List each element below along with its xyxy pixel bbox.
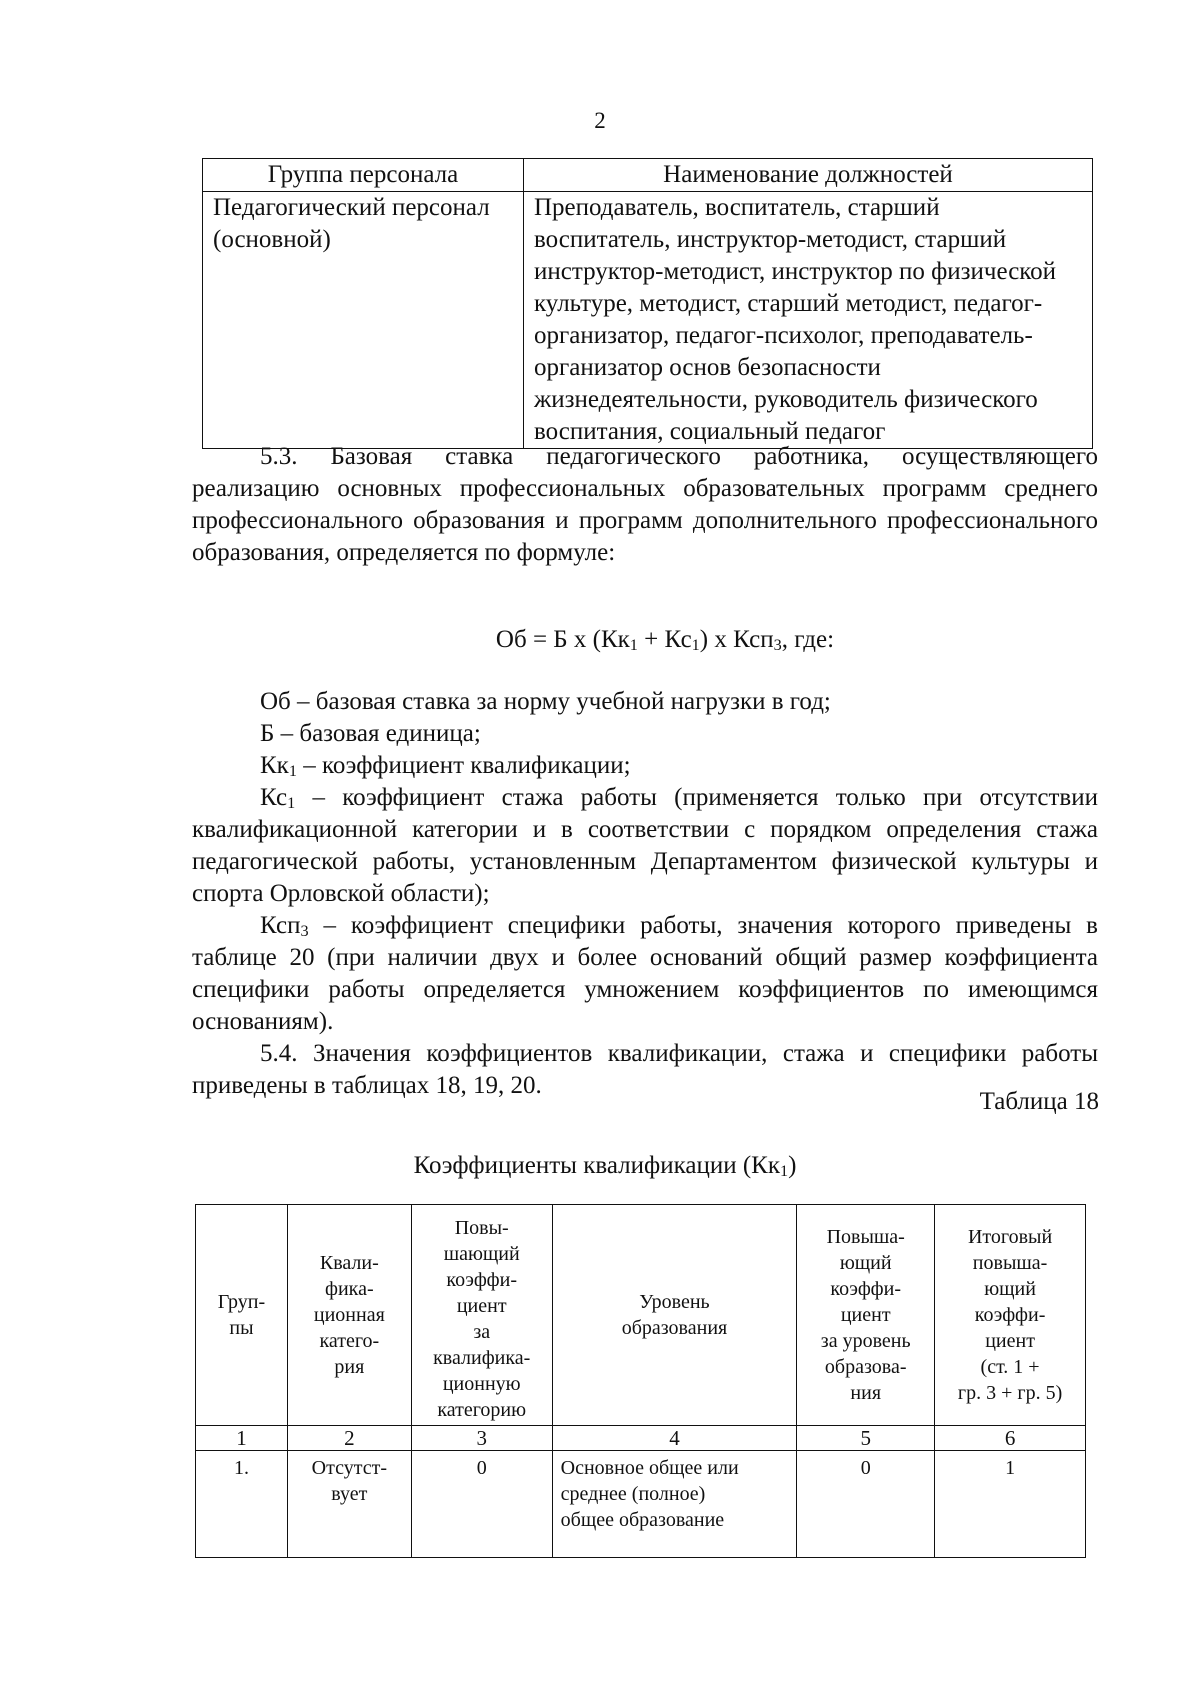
section-5-3-block bbox=[192, 441, 1098, 569]
definition-subscript: 3 bbox=[300, 922, 309, 940]
definition-text: – базовая единица; bbox=[274, 720, 481, 747]
table-title-subscript: 1 bbox=[779, 1162, 789, 1180]
definition-term: Кк bbox=[260, 752, 289, 779]
definition-item bbox=[192, 750, 1098, 782]
table-title-close: ) bbox=[788, 1152, 797, 1179]
definition-item bbox=[192, 718, 1098, 750]
definition-term: Об bbox=[260, 688, 291, 715]
column-number: 2 bbox=[287, 1426, 411, 1451]
base-rate-formula bbox=[0, 626, 1200, 654]
header-education-level: Уровень образования bbox=[552, 1205, 797, 1426]
header-staff-group: Группа персонала bbox=[203, 159, 524, 192]
header-qualification-category: Квали- фика- ционная катего- рия bbox=[287, 1205, 411, 1426]
definition-term: Кс bbox=[260, 784, 288, 811]
cell-category-coefficient: 0 bbox=[411, 1451, 552, 1558]
header-total-coefficient: Итоговый повыша- ющий коэффи- циент (ст. 1 + гр. 3 + гр. 5) bbox=[935, 1205, 1086, 1426]
table-title bbox=[0, 1152, 1200, 1180]
table-label: Таблица 18 bbox=[979, 1088, 1099, 1115]
formula-subscript: 1 bbox=[691, 636, 700, 654]
column-number: 1 bbox=[196, 1426, 288, 1451]
column-number: 4 bbox=[552, 1426, 797, 1451]
definition-text: – коэффициент квалификации; bbox=[296, 752, 631, 779]
table-title-text: Коэффициенты квалификации (Кк bbox=[413, 1152, 780, 1179]
definition-item bbox=[192, 686, 1098, 718]
cell-education-coefficient: 0 bbox=[797, 1451, 935, 1558]
definition-subscript: 1 bbox=[287, 794, 296, 812]
formula-subscript: 1 bbox=[629, 636, 638, 654]
table-row bbox=[203, 192, 1093, 449]
column-number: 6 bbox=[935, 1426, 1086, 1451]
cell-category: Отсутст- вует bbox=[287, 1451, 411, 1558]
table-header-row bbox=[196, 1205, 1086, 1426]
header-category-coefficient: Повы- шающий коэффи- циент за квалифика- ционную категорию bbox=[411, 1205, 552, 1426]
header-groups: Груп- пы bbox=[196, 1205, 288, 1426]
table-header-row bbox=[203, 159, 1093, 192]
definition-subscript: 1 bbox=[288, 762, 297, 780]
formula-part: ) х Ксп bbox=[699, 626, 774, 653]
column-number: 3 bbox=[411, 1426, 552, 1451]
formula-subscript: 3 bbox=[773, 636, 782, 654]
definition-term: Ксп bbox=[260, 912, 301, 939]
cell-group: 1. bbox=[196, 1451, 288, 1558]
definition-text: – базовая ставка за норму учебной нагрузки в год; bbox=[290, 688, 831, 715]
cell-total-coefficient: 1 bbox=[935, 1451, 1086, 1558]
formula-part: , где: bbox=[781, 626, 835, 653]
page-number: 2 bbox=[594, 108, 606, 133]
section-5-3-paragraph: 5.3. Базовая ставка педагогического работника, осуществляющего реализацию основных профессиональных образовательных программ среднего профессионального образования и программ дополнительного профессионального образования, определяется по формуле: bbox=[192, 443, 1098, 566]
definition-item bbox=[192, 910, 1098, 1038]
formula-part: Об = Б х (Кк bbox=[495, 626, 630, 653]
definition-text: – коэффициент специфики работы, значения которого приведены в таблице 20 (при наличии двух и более оснований общий размер коэффициента специфики работы определяется умножением коэффициентов по имеющимся основаниям). bbox=[192, 912, 1098, 1035]
column-number: 5 bbox=[797, 1426, 935, 1451]
definitions-block bbox=[192, 686, 1098, 1102]
definition-term: Б bbox=[260, 720, 275, 747]
staff-positions-table bbox=[202, 158, 1093, 449]
header-education-coefficient: Повыша- ющий коэффи- циент за уровень образова- ния bbox=[797, 1205, 935, 1426]
qualification-coefficients-table bbox=[195, 1204, 1086, 1558]
column-numbers-row bbox=[196, 1426, 1086, 1451]
staff-group-cell: Педагогический персонал (основной) bbox=[203, 192, 524, 449]
definition-text: – коэффициент стажа работы (применяется только при отсутствии квалификационной категории и в соответствии с порядком определения стажа педагогической работы, установленным Департаментом физической культуры и спорта Орловской области); bbox=[192, 784, 1098, 907]
positions-cell: Преподаватель, воспитатель, старший воспитатель, инструктор-методист, старший инструктор-методист, инструктор по физической культуре, методист, старший методист, педагог-организатор, педагог-психолог, преподаватель-организатор основ безопасности жизнедеятельности, руководитель физического воспитания, социальный педагог bbox=[524, 192, 1093, 449]
formula-part: + Кс bbox=[637, 626, 692, 653]
cell-education-level: Основное общее или среднее (полное) общее образование bbox=[552, 1451, 797, 1558]
table-row bbox=[196, 1451, 1086, 1558]
definition-item bbox=[192, 782, 1098, 910]
header-position-names: Наименование должностей bbox=[524, 159, 1093, 192]
section-5-4-paragraph: 5.4. Значения коэффициентов квалификации, стажа и специфики работы приведены в таблицах 18, 19, 20. bbox=[192, 1040, 1098, 1099]
